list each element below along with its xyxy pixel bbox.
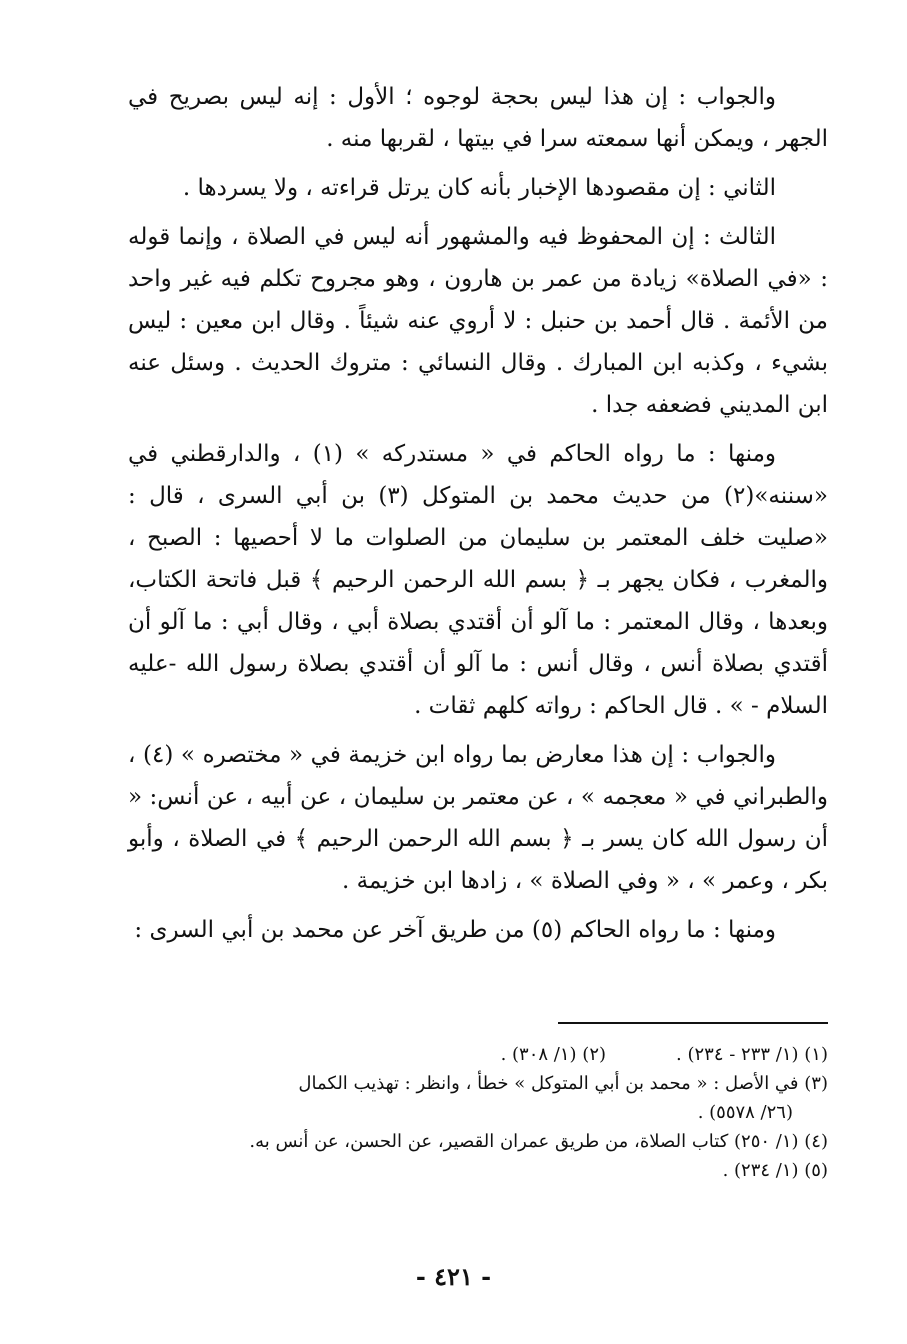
footnote-3: (٣) في الأصل : « محمد بن أبي المتوكل » خطأ ، وانظر : تهذيب الكمال bbox=[298, 1073, 828, 1094]
footnote-5: (٥) (١/ ٢٣٤) . bbox=[722, 1160, 828, 1181]
paragraph bbox=[128, 216, 828, 426]
paragraph bbox=[128, 734, 828, 902]
paragraph-text: والجواب : إن هذا ليس بحجة لوجوه ؛ الأول : إنه ليس بصريح في الجهر ، ويمكن أنها سمعته سرا في بيتها ، لقربها منه . bbox=[128, 84, 828, 152]
footnote-row bbox=[128, 1040, 828, 1069]
footnote-4: (٤) (١/ ٢٥٠) كتاب الصلاة، من طريق عمران القصير، عن الحسن، عن أنس به. bbox=[249, 1131, 828, 1152]
paragraph-text: الثالث : إن المحفوظ فيه والمشهور أنه ليس في الصلاة ، وإنما قوله : «في الصلاة» زيادة من عمر بن هارون ، وهو مجروح تكلم فيه غير واحد من الأئمة . قال أحمد بن حنبل : لا أروي عنه شيئاً . وقال ابن معين : ليس بشيء ، وكذبه ابن المبارك . وقال النسائي : متروك الحديث . وسئل عنه ابن المديني فضعفه جدا . bbox=[128, 224, 828, 418]
paragraph bbox=[128, 167, 828, 209]
paragraph-text: ومنها : ما رواه الحاكم (٥) من طريق آخر عن محمد بن أبي السرى : bbox=[134, 917, 776, 943]
paragraph-text: والجواب : إن هذا معارض بما رواه ابن خزيمة في « مختصره » (٤) ، والطبراني في « معجمه » ، عن معتمر بن سليمان ، عن أبيه ، عن أنس: « أن رسول الله كان يسر بـ ﴿ بسم الله الرحمن الرحيم ﴾ في الصلاة ، وأبو بكر ، وعمر » ، « وفي الصلاة » ، زادها ابن خزيمة . bbox=[128, 742, 828, 894]
paragraph bbox=[128, 76, 828, 160]
footnote-3-continuation: (٢٦/ ٥٥٧٨) . bbox=[697, 1102, 793, 1123]
main-text bbox=[128, 76, 828, 958]
paragraph-text: الثاني : إن مقصودها الإخبار بأنه كان يرتل قراءته ، ولا يسردها . bbox=[182, 175, 776, 201]
paragraph-text: ومنها : ما رواه الحاكم في « مستدركه » (١) ، والدارقطني في «سننه»(٢) من حديث محمد بن المتوكل (٣) بن أبي السرى ، قال : «صليت خلف المعتمر بن سليمان من الصلوات ما لا أحصيها : الصبح ، والمغرب ، فكان يجهر بـ ﴿ بسم الله الرحمن الرحيم ﴾ قبل فاتحة الكتاب، وبعدها ، وقال المعتمر : ما آلو أن أقتدي بصلاة أبي ، وقال أبي : ما آلو أن أقتدي بصلاة أنس ، وقال أنس : ما آلو أن أقتدي بصلاة رسول الله -عليه السلام - » . قال الحاكم : رواته كلهم ثقات . bbox=[128, 441, 828, 719]
footnote-2: (٢) (١/ ٣٠٨) . bbox=[500, 1044, 607, 1065]
footnote-separator bbox=[558, 1022, 828, 1024]
footnotes bbox=[128, 1040, 828, 1185]
footnote-1: (١) (١/ ٢٣٣ - ٢٣٤) . bbox=[676, 1044, 828, 1065]
paragraph bbox=[128, 433, 828, 727]
page-number: - ٤٢١ - bbox=[415, 1262, 492, 1291]
paragraph bbox=[128, 909, 828, 951]
